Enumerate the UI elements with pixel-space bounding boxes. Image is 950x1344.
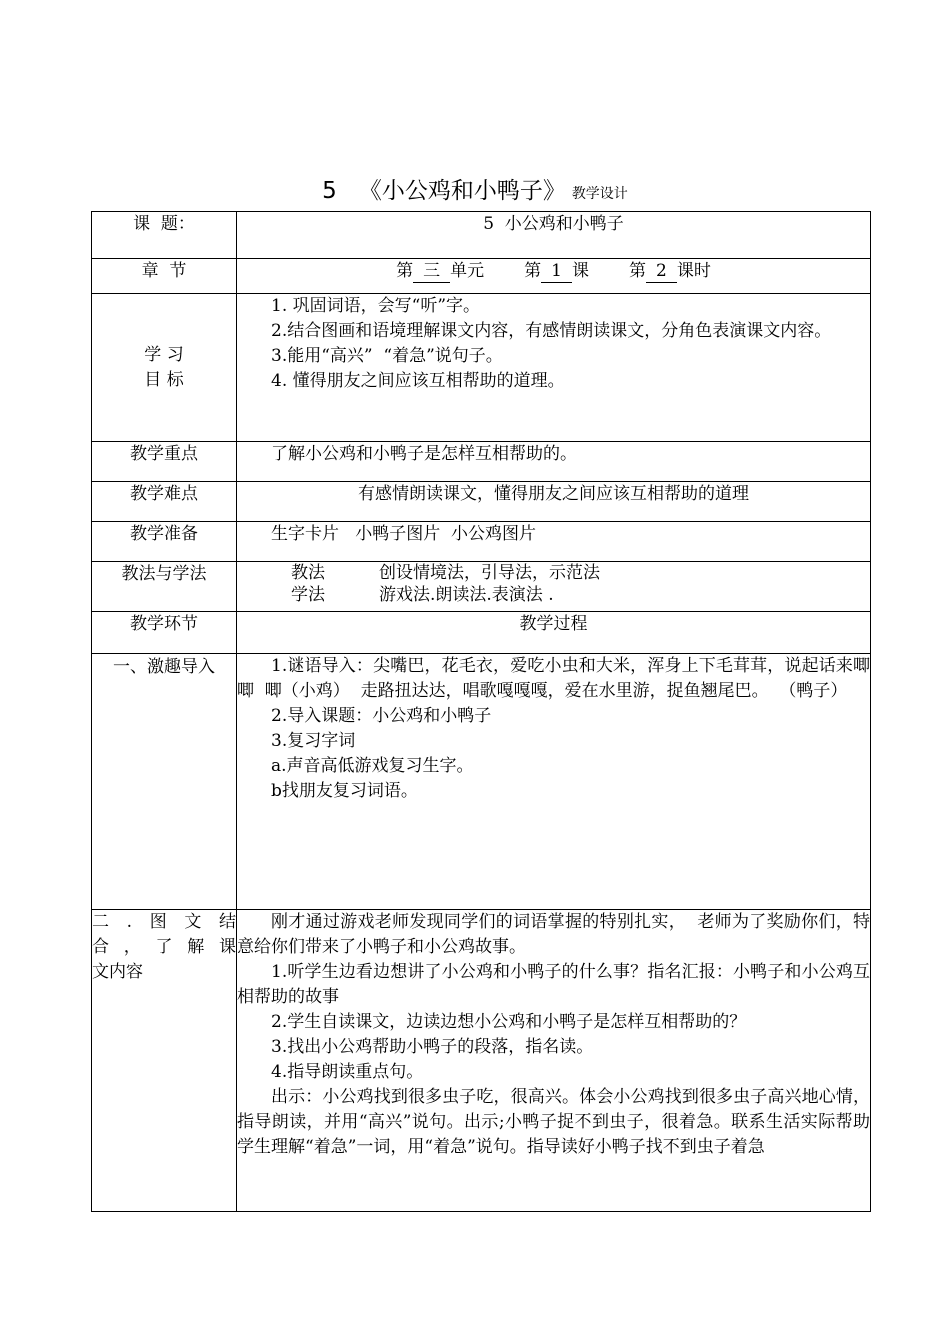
row-section1 (92, 654, 871, 910)
row-section2 (92, 910, 871, 1212)
lesson-plan-table (91, 211, 871, 1212)
teach-method-value: 创设情境法，引导法，示范法 (379, 563, 600, 583)
label-methods: 教法与学法 (92, 562, 237, 612)
value-goals (237, 294, 871, 442)
label-topic: 课 题： (92, 212, 237, 259)
section2-item: 刚才通过游戏老师发现同学们的词语掌握的特别扎实， 老师为了奖励你们，特意给你们带来了小鸭子和小公鸡故事。 (237, 912, 870, 957)
lesson-number: 5 (322, 178, 337, 204)
value-topic: 5 小公鸡和小鸭子 (237, 212, 871, 259)
row-methods (92, 562, 871, 612)
value-chapter: 第 三 单元 第 1 课 第 2 课时 (237, 259, 871, 294)
section2-item: 2.学生自读课文，边读边想小公鸡和小鸭子是怎样互相帮助的？ (271, 1012, 747, 1032)
value-key-point: 了解小公鸡和小鸭子是怎样互相帮助的。 (237, 442, 871, 482)
lesson-title: 《小公鸡和小鸭子》 (358, 178, 566, 204)
title-suffix: 教学设计 (571, 186, 628, 202)
section1-item: 2.导入课题：小公鸡和小鸭子 (271, 706, 492, 726)
section1-item: b找朋友复习词语。 (271, 781, 418, 801)
label-process-step: 教学环节 (92, 612, 237, 654)
label-difficulty: 教学难点 (92, 482, 237, 522)
label-section2: 二.图文结 合，了解课 文内容 (92, 910, 237, 1212)
label-key-point: 教学重点 (92, 442, 237, 482)
row-topic (92, 212, 871, 259)
learn-method-label: 学法 (291, 585, 325, 605)
lesson-number-blank: 1 (541, 260, 572, 283)
unit-number: 三 (413, 260, 450, 283)
period-number: 2 (646, 260, 677, 283)
label-section1: 一、激趣导入 (92, 654, 237, 910)
value-section1 (237, 654, 871, 910)
section1-item: a.声音高低游戏复习生字。 (271, 756, 474, 776)
row-difficulty (92, 482, 871, 522)
value-preparation: 生字卡片 小鸭子图片 小公鸡图片 (237, 522, 871, 562)
row-goals (92, 294, 871, 442)
section2-item: 3.找出小公鸡帮助小鸭子的段落，指名读。 (271, 1037, 594, 1057)
goal-item: 4. 懂得朋友之间应该互相帮助的道理。 (271, 371, 565, 391)
row-process-header (92, 612, 871, 654)
row-preparation (92, 522, 871, 562)
goal-item: 3.能用“高兴” “着急”说句子。 (271, 346, 503, 366)
row-key-point (92, 442, 871, 482)
learn-method-value: 游戏法.朗读法.表演法 . (379, 585, 554, 605)
section2-item: 出示：小公鸡找到很多虫子吃，很高兴。体会小公鸡找到很多虫子高兴地心情，指导朗读，并用“高兴”说句。出示;小鸭子捉不到虫子，很着急。联系生活实际帮助学生理解“着急”一词，用“着急”说句。指导读好小鸭子找不到虫子着急 (237, 1087, 870, 1157)
document-title (0, 172, 950, 205)
goal-item: 1. 巩固词语，会写“听”字。 (271, 296, 481, 316)
label-chapter: 章 节 (92, 259, 237, 294)
value-methods (237, 562, 871, 612)
value-section2 (237, 910, 871, 1212)
value-difficulty: 有感情朗读课文，懂得朋友之间应该互相帮助的道理 (237, 482, 871, 522)
section1-item: 1.谜语导入：尖嘴巴，花毛衣，爱吃小虫和大米，浑身上下毛茸茸，说起话来唧唧 唧（小鸡） 走路扭达达，唱歌嘎嘎嘎，爱在水里游，捉鱼翘尾巴。 （鸭子） (237, 656, 870, 701)
label-goals: 学 习 目 标 (92, 294, 237, 442)
label-process: 教学过程 (237, 612, 871, 654)
teach-method-label: 教法 (291, 563, 325, 583)
label-preparation: 教学准备 (92, 522, 237, 562)
row-chapter (92, 259, 871, 294)
section2-item: 1.听学生边看边想讲了小公鸡和小鸭子的什么事？指名汇报：小鸭子和小公鸡互相帮助的故事 (237, 962, 870, 1007)
goal-item: 2.结合图画和语境理解课文内容，有感情朗读课文，分角色表演课文内容。 (271, 321, 832, 341)
section2-item: 4.指导朗读重点句。 (271, 1062, 424, 1082)
section1-item: 3.复习字词 (271, 731, 356, 751)
